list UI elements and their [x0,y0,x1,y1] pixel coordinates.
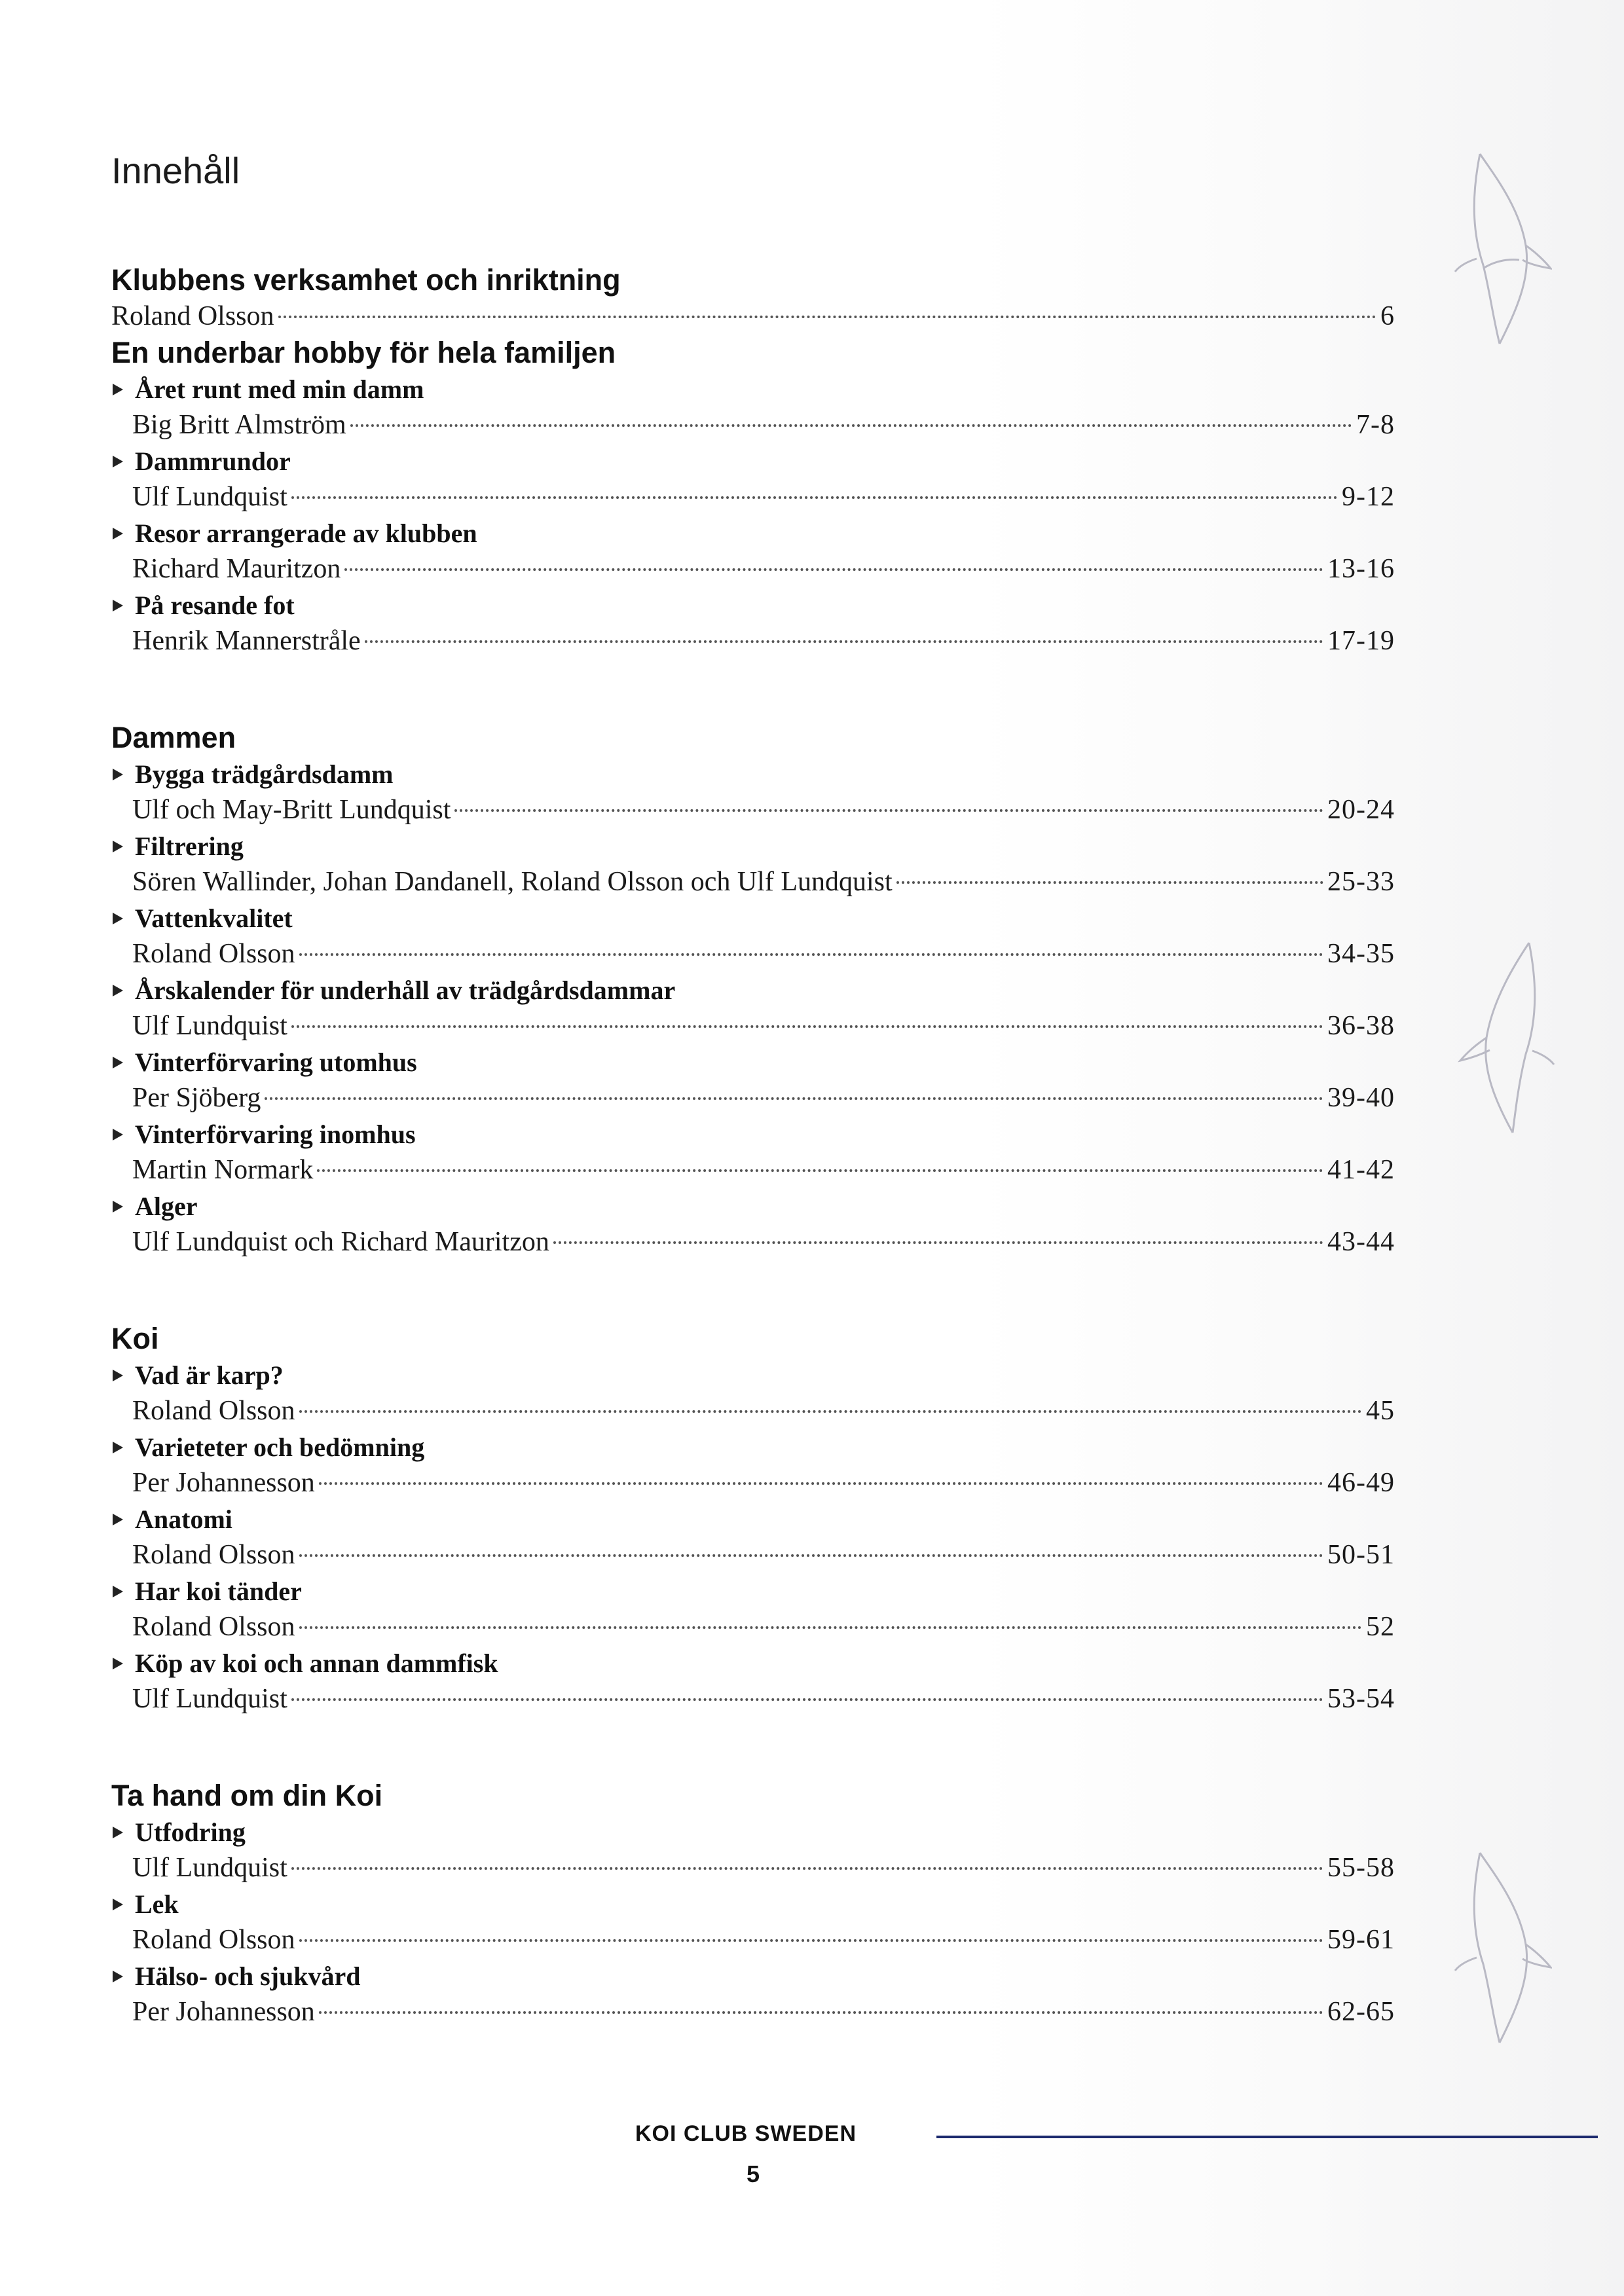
dot-leader [896,881,1323,884]
page-range: 34-35 [1327,939,1395,969]
dot-leader [344,568,1323,571]
page-range: 6 [1380,301,1395,331]
dot-leader [299,1939,1323,1942]
toc-section [111,262,1395,659]
koi-fish-outline-icon [1454,147,1552,350]
toc-entry-line[interactable] [111,407,1395,443]
dot-leader [299,1554,1323,1557]
author-name: Per Sjöberg [132,1083,261,1113]
article-title-text: Filtrering [135,831,244,861]
author-name: Roland Olsson [132,1540,295,1570]
article-title-text: Vattenkvalitet [135,903,293,933]
page-range: 53-54 [1327,1684,1395,1714]
toc-section [111,720,1395,1260]
author-name: Roland Olsson [132,939,295,969]
bullet-arrow-icon [113,1514,123,1525]
article-title [111,1573,1395,1609]
toc-entry-line[interactable] [111,1609,1395,1645]
bullet-arrow-icon [113,1129,123,1140]
bullet-arrow-icon [113,1370,123,1381]
article-title-text: Har koi tänder [135,1576,302,1606]
author-name: Ulf Lundquist [132,1853,287,1883]
author-name: Per Johannesson [132,1468,315,1498]
dot-leader [454,809,1323,812]
article-title [111,515,1395,551]
dot-leader [291,1867,1323,1870]
page-title: Innehåll [111,150,240,191]
toc-entry-line[interactable] [111,1537,1395,1573]
bullet-arrow-icon [113,384,123,395]
table-of-contents [111,262,1395,2030]
section-subheading: En underbar hobby för hela familjen [111,336,616,369]
page-range: 17-19 [1327,626,1395,656]
author-name: Henrik Mannerstråle [132,626,361,656]
article-title-text: Vinterförvaring inomhus [135,1120,416,1149]
dot-leader [291,496,1338,499]
author-name: Per Johannesson [132,1997,315,2027]
toc-entry-line[interactable] [111,479,1395,515]
article-title [111,1357,1395,1393]
author-name: Ulf Lundquist [132,482,287,512]
dot-leader [319,2011,1323,2014]
bullet-arrow-icon [113,985,123,996]
page-range: 45 [1366,1396,1395,1426]
dot-leader [299,953,1323,956]
article-title-text: Köp av koi och annan dammfisk [135,1649,498,1678]
article-title [111,1501,1395,1537]
dot-leader [317,1169,1323,1172]
article-title-text: Årskalender för underhåll av trädgårdsdammar [135,975,676,1005]
page-range: 55-58 [1327,1853,1395,1883]
toc-entry-line[interactable] [111,623,1395,659]
bullet-arrow-icon [113,769,123,780]
article-title-text: Vad är karp? [135,1360,284,1390]
author-name: Ulf Lundquist och Richard Mauritzon [132,1227,549,1257]
toc-entry-line[interactable] [111,792,1395,828]
article-title-text: På resande fot [135,591,295,620]
article-title [111,972,1395,1008]
article-title [111,443,1395,479]
article-title [111,1188,1395,1224]
toc-entry-line[interactable] [111,1681,1395,1717]
article-title [111,828,1395,864]
toc-entry-line[interactable] [111,1994,1395,2030]
page-range: 25-33 [1327,867,1395,897]
article-title-text: Året runt med min damm [135,374,424,404]
toc-entry-line[interactable] [111,1008,1395,1044]
page-range: 7-8 [1356,410,1395,440]
article-title-text: Alger [135,1192,198,1221]
bullet-arrow-icon [113,1201,123,1212]
article-title-text: Dammrundor [135,446,291,476]
article-title [111,587,1395,623]
toc-entry-line[interactable] [111,1224,1395,1260]
page-range: 43-44 [1327,1227,1395,1257]
bullet-arrow-icon [113,600,123,611]
article-title [111,1886,1395,1922]
article-title-text: Vinterförvaring utomhus [135,1048,417,1077]
footer-club-name: KOI CLUB SWEDEN [635,2121,857,2146]
author-name: Richard Mauritzon [132,554,341,584]
article-title-text: Bygga trädgårdsdamm [135,759,394,789]
dot-leader [553,1241,1323,1244]
page-range: 41-42 [1327,1155,1395,1185]
toc-entry-line[interactable] [111,1393,1395,1429]
page-range: 20-24 [1327,795,1395,825]
bullet-arrow-icon [113,1586,123,1597]
page-range: 13-16 [1327,554,1395,584]
toc-entry-line[interactable] [111,1465,1395,1501]
author-name: Big Britt Almström [132,410,346,440]
bullet-arrow-icon [113,1442,123,1453]
article-title [111,1958,1395,1994]
toc-entry-line[interactable] [111,299,1395,335]
toc-entry-line[interactable] [111,1080,1395,1116]
page-range: 62-65 [1327,1997,1395,2027]
footer-page-number: 5 [747,2160,760,2187]
page-range: 52 [1366,1612,1395,1642]
dot-leader [365,640,1323,643]
author-name: Ulf Lundquist [132,1011,287,1041]
toc-entry-line[interactable] [111,1922,1395,1958]
toc-entry-line[interactable] [111,864,1395,900]
page-range: 9-12 [1342,482,1395,512]
dot-leader [291,1025,1323,1028]
section-heading: Dammen [111,721,236,754]
page-range: 36-38 [1327,1011,1395,1041]
article-title-text: Resor arrangerade av klubben [135,519,477,548]
dot-leader [350,424,1352,427]
footer-rule [936,2136,1598,2138]
article-title [111,900,1395,936]
bullet-arrow-icon [113,841,123,852]
author-name: Roland Olsson [132,1612,295,1642]
toc-section [111,1321,1395,1717]
page-range: 50-51 [1327,1540,1395,1570]
article-title-text: Lek [135,1889,179,1919]
dot-leader [278,316,1376,318]
article-title-text: Varieteter och bedömning [135,1432,425,1462]
toc-entry-line[interactable] [111,1152,1395,1188]
author-name: Ulf Lundquist [132,1684,287,1714]
dot-leader [291,1698,1323,1701]
bullet-arrow-icon [113,1658,123,1669]
author-name: Martin Normark [132,1155,314,1185]
page-range: 46-49 [1327,1468,1395,1498]
section-heading: Ta hand om din Koi [111,1779,383,1812]
page-range: 59-61 [1327,1925,1395,1955]
toc-entry-line[interactable] [111,1850,1395,1886]
toc-entry-line[interactable] [111,936,1395,972]
article-title-text: Utfodring [135,1817,246,1847]
bullet-arrow-icon [113,528,123,539]
koi-fish-outline-icon [1454,1846,1552,2049]
article-title [111,756,1395,792]
bullet-arrow-icon [113,1057,123,1068]
bullet-arrow-icon [113,1971,123,1982]
toc-entry-line[interactable] [111,551,1395,587]
article-title [111,1814,1395,1850]
toc-section [111,1777,1395,2030]
page-range: 39-40 [1327,1083,1395,1113]
article-title-text: Anatomi [135,1504,232,1534]
bullet-arrow-icon [113,1899,123,1910]
dot-leader [299,1626,1362,1629]
article-title [111,371,1395,407]
dot-leader [319,1482,1323,1485]
author-name: Roland Olsson [132,1396,295,1426]
section-heading: Koi [111,1322,159,1355]
bullet-arrow-icon [113,456,123,467]
article-title [111,1429,1395,1465]
author-name: Roland Olsson [111,301,274,331]
author-name: Roland Olsson [132,1925,295,1955]
author-name: Sören Wallinder, Johan Dandanell, Roland Olsson och Ulf Lundquist [132,867,893,897]
section-heading: Klubbens verksamhet och inriktning [111,263,621,297]
author-name: Ulf och May-Britt Lundquist [132,795,451,825]
article-title-text: Hälso- och sjukvård [135,1961,361,1991]
bullet-arrow-icon [113,1827,123,1838]
article-title [111,1044,1395,1080]
dot-leader [299,1410,1362,1413]
article-title [111,1645,1395,1681]
koi-fish-outline-icon [1457,936,1555,1139]
bullet-arrow-icon [113,913,123,924]
dot-leader [265,1097,1323,1100]
article-title [111,1116,1395,1152]
